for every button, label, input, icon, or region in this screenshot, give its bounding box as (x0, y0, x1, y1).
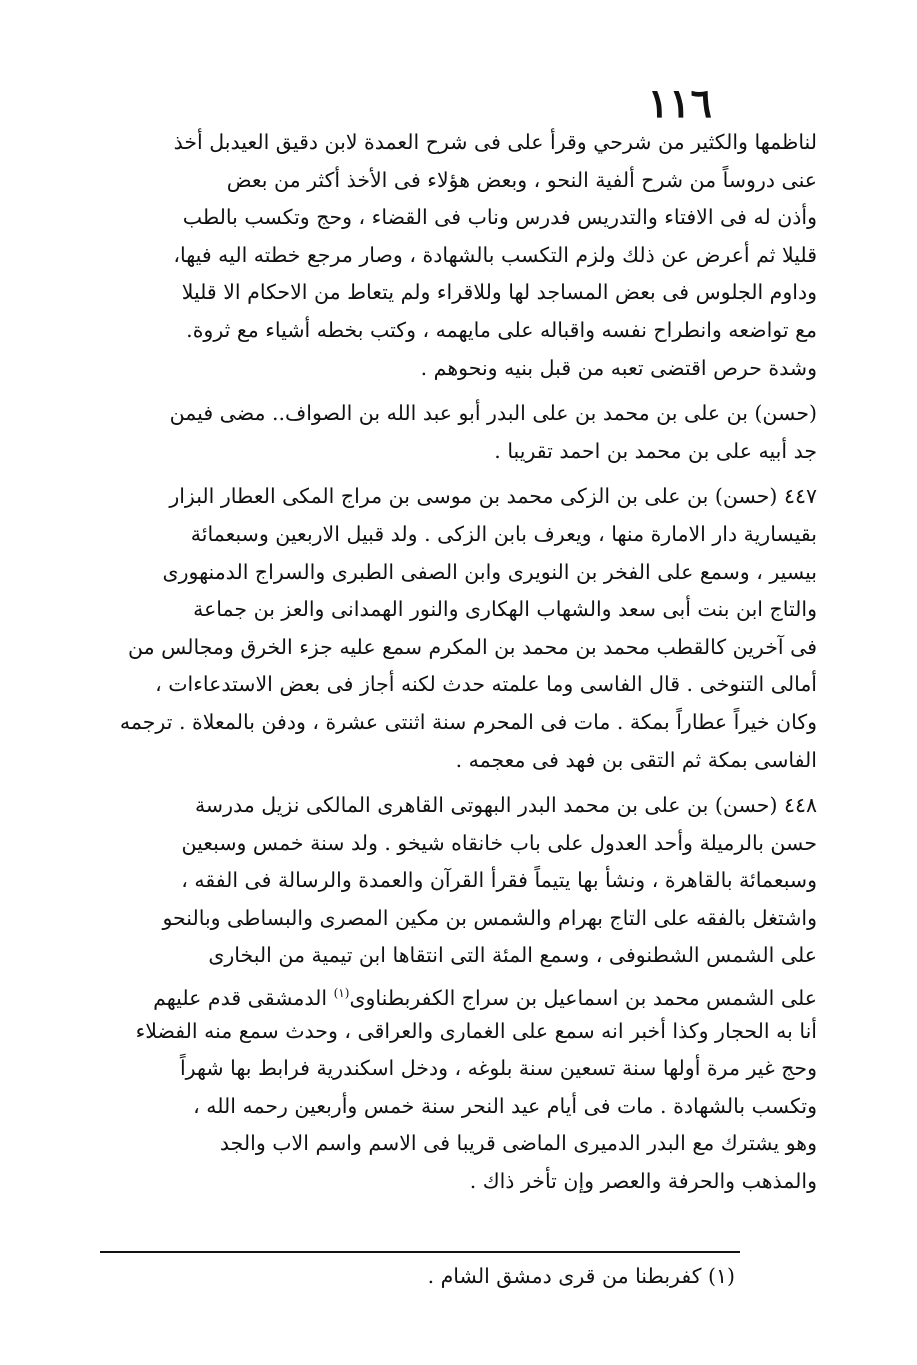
body-text (100, 124, 817, 1201)
footnote: (١) كفربطنا من قرى دمشق الشام . (427, 1264, 735, 1288)
page-number: ١١٦ (647, 80, 712, 127)
text-line: ٤٤٨ (حسن) بن على بن محمد البدر البهوتى القاهرى المالكى نزيل مدرسة (194, 793, 817, 818)
footnote-divider (100, 1251, 740, 1253)
text-line: ٤٤٧ (حسن) بن على بن الزكى محمد بن موسى بن مراج المكى العطار البزار (169, 484, 817, 509)
text-line: وحج غير مرة أولها سنة تسعين سنة بلوغه ، ودخل اسكندرية فرابط بها شهراً (179, 1056, 817, 1081)
text-line: وسبعمائة بالقاهرة ، ونشأ بها يتيماً فقرأ القرآن والعمدة والرسالة فى الفقه ، (181, 868, 817, 893)
text-line-with-footnote (100, 975, 817, 1013)
text-segment: على الشمس محمد بن اسماعيل بن سراج الكفربطناوى (349, 985, 817, 1010)
text-line: قليلا ثم أعرض عن ذلك ولزم التكسب بالشهادة ، وصار مرجع خطته اليه فيها، (173, 242, 817, 267)
text-line: وشدة حرص اقتضى تعبه من قبل بنيه ونحوهم . (420, 355, 817, 380)
footnote-reference: (١) (333, 986, 350, 1001)
text-line: والتاج ابن بنت أبى سعد والشهاب الهكارى والنور الهمدانى والعز بن جماعة (193, 597, 817, 622)
text-line: بيسير ، وسمع على الفخر بن النويرى وابن الصفى الطبرى والسراج الدمنهورى (162, 559, 817, 584)
text-line: وتكسب بالشهادة . مات فى أيام عيد النحر سنة خمس وأربعين رحمه الله ، (193, 1093, 817, 1118)
text-line: وكان خيراً عطاراً بمكة . مات فى المحرم سنة اثنتى عشرة ، ودفن بالمعلاة . ترجمه (119, 709, 817, 734)
entry-448 (100, 787, 817, 1201)
text-line: وهو يشترك مع البدر الدميرى الماضى قريبا فى الاسم واسم الاب والجد (219, 1131, 817, 1156)
text-line: بقيسارية دار الامارة منها ، ويعرف بابن الزكى . ولد قبيل الاربعين وسبعمائة (190, 521, 817, 546)
text-line: أنا به الحجار وكذا أخبر انه سمع على الغمارى والعراقى ، وحدث سمع منه الفضلاء (135, 1018, 817, 1043)
text-line: على الشمس الشطنوفى ، وسمع المئة التى انتقاها ابن تيمية من البخارى (208, 943, 817, 968)
text-line: عنى دروساً من شرح ألفية النحو ، وبعض هؤلاء فى الأخذ أكثر من بعض (226, 167, 817, 192)
text-line: لناظمها والكثير من شرحي وقرأ على فى شرح العمدة لابن دقيق العيدبل أخذ (173, 130, 817, 154)
paragraph-2 (100, 395, 817, 470)
entry-447 (100, 478, 817, 779)
text-line: واشتغل بالفقه على التاج بهرام والشمس بن مكين المصرى والبساطى وبالنحو (162, 905, 817, 930)
text-line: جد أبيه على بن محمد بن احمد تقريبا . (494, 438, 817, 463)
text-line: والمذهب والحرفة والعصر وإن تأخر ذاك . (469, 1169, 817, 1194)
text-line: أمالى التنوخى . قال الفاسى وما علمته حدث لكنه أجاز فى بعض الاستدعاءات ، (155, 672, 817, 697)
paragraph-1 (100, 124, 817, 387)
text-line: فى آخرين كالقطب محمد بن محمد بن المكرم سمع عليه جزء الخرق ومجالس من (127, 634, 817, 659)
text-line: مع تواضعه وانطراح نفسه واقباله على مايهمه ، وكتب بخطه أشياء مع ثروة. (186, 317, 817, 342)
text-line: (حسن) بن على بن محمد بن على البدر أبو عبد الله بن الصواف.. مضى فيمن (169, 401, 817, 426)
text-line: حسن بالرميلة وأحد العدول على باب خانقاه شيخو . ولد سنة خمس وسبعين (181, 830, 817, 855)
text-line: وداوم الجلوس فى بعض المساجد لها وللاقراء ولم يتعاط من الاحكام الا قليلا (181, 280, 817, 305)
text-segment: الدمشقى قدم عليهم (153, 985, 334, 1010)
text-line: وأذن له فى الافتاء والتدريس فدرس وناب فى القضاء ، وحج وتكسب بالطب (182, 205, 817, 230)
text-line: الفاسى بمكة ثم التقى بن فهد فى معجمه . (455, 747, 817, 772)
